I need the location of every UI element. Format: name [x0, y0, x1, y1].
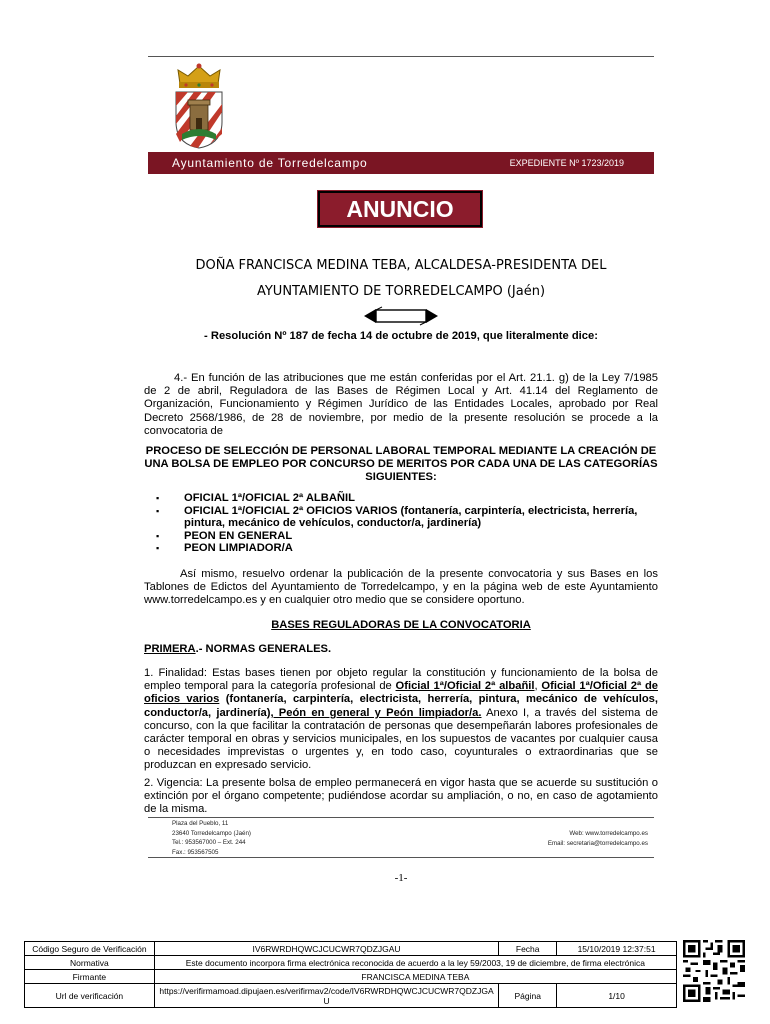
finalidad-text-3: Anexo I, a través del sistema de concurso, con la que facilitar la contratación de personas que desempeñarán labores profesionales de carácter temporal en obras y servicios municipales, en los supuestos de vacantes por cualquier causa o necesidades imprevistas o urgentes y, en todo caso, coyunturales o extraordinarias que se produzcan en expresado servicio. [144, 706, 658, 772]
footer-phone: Tel.: 953567000 – Ext. 244 [172, 839, 246, 846]
footer-address-block [172, 819, 422, 857]
footer-address: Plaza del Pueblo, 11 [172, 820, 229, 827]
primera-rest: .- NORMAS GENERALES. [195, 643, 332, 655]
expediente-number: EXPEDIENTE Nº 1723/2019 [509, 158, 624, 168]
municipality-name: Ayuntamiento de Torredelcampo [172, 156, 368, 170]
footer-postal: 23640 Torredelcampo (Jaén) [172, 829, 251, 837]
signature-table [24, 941, 677, 1008]
footer-rule-bottom [148, 857, 654, 858]
primera-label: PRIMERA [144, 643, 196, 655]
finalidad-bold-4: , Peón en general y Peón limpiador/a. [270, 706, 482, 719]
coat-of-arms-icon [168, 62, 230, 150]
scroll-ornament-icon [362, 305, 440, 327]
title-line-2: AYUNTAMIENTO DE TORREDELCAMPO (Jaén) [256, 284, 546, 299]
normativa-value: Este documento incorpora firma electrónica reconocida de acuerdo a la ley 59/2003, 19 de diciembre, de firma electrónica [154, 956, 676, 970]
csv-value: IV6RWRDHQWCJCUCWR7QDZJGAU [154, 942, 498, 956]
footer-email: Email: secretaria@torredelcampo.es [547, 839, 648, 847]
csv-label: Código Seguro de Verificación [25, 942, 155, 956]
finalidad-bold-2: Oficial 1ª/Oficial 2ª de oficios varios [144, 680, 658, 706]
finalidad-bold-1: Oficial 1ª/Oficial 2ª albañil [395, 680, 535, 693]
primera-heading [144, 643, 658, 656]
fecha-label: Fecha [499, 942, 557, 956]
header-bar [148, 152, 654, 174]
firmante-value: FRANCISCA MEDINA TEBA [154, 970, 676, 984]
page-number: -1- [394, 872, 408, 884]
paragraph-publication: Así mismo, resuelvo ordenar la publicación de la presente convocatoria y sus Bases en los Tablones de Edictos del Ayuntamiento de Torredelcampo, y en la página web de este Ayuntamiento www.torredelcampo.es y en cualquier otro medio que se considere oportuno. [144, 568, 658, 607]
selection-process-heading: PROCESO DE SELECCIÓN DE PERSONAL LABORAL TEMPORAL MEDIANTE LA CREACIÓN DE UNA BOLSA DE EMPLEO POR CONCURSO DE MERITOS POR CADA UNA DE LAS CATEGORÍAS SIGUIENTES: [144, 445, 658, 483]
category-list [144, 492, 658, 555]
list-item: ▪ OFICIAL 1ª/OFICIAL 2ª OFICIOS VARIOS (fontanería, carpintería, electricista, herrería, pintura, mecánico de vehículos, conductor/a, jardinería) [184, 505, 658, 530]
footer-contact-block [420, 829, 648, 848]
qr-code-icon[interactable] [683, 940, 745, 1002]
fecha-value: 15/10/2019 12:37:51 [557, 942, 677, 956]
list-item: ▪ PEON EN GENERAL [184, 530, 658, 543]
finalidad-text-1: 1. Finalidad: Estas bases tienen por objeto regular la constitución y funcionamiento de la bolsa de empleo temporal para la categoría profesional de [144, 667, 658, 693]
footer-fax: Fax.: 953567505 [172, 848, 219, 856]
finalidad-bold-3: (fontanería, carpintería, electricista, herrería, pintura, mecánico de vehículos, conductor/a, jardinería) [144, 693, 659, 719]
url-label: Url de verificación [25, 984, 155, 1008]
normativa-label: Normativa [25, 956, 155, 970]
footer-web: Web: www.torredelcampo.es [569, 830, 648, 837]
bases-title: BASES REGULADORAS DE LA CONVOCATORIA [271, 619, 531, 631]
paragraph-attributions: 4.- En función de las atribuciones que me están conferidas por el Art. 21.1. g) de la Ley 7/1985 de 2 de abril, Reguladora de las Bases de Régimen Local y Art. 41.14 del Reglamento de Organización, Funcionamiento y Régimen Jurídico de las Entidades Locales, aprobado por Real Decreto 2568/1986, de 28 de noviembre, por medio de la presente resolución se procede a la convocatoria de [144, 372, 658, 437]
paragraph-vigencia: 2. Vigencia: La presente bolsa de empleo permanecerá en vigor hasta que se acuerde su sustitución o extinción por el órgano competente; pudiéndose acordar su ampliación, o no, en caso de agotamiento de la misma. [144, 777, 658, 816]
pagina-value: 1/10 [557, 984, 677, 1008]
url-value[interactable]: https://verifirmamoad.dipujaen.es/verifirmav2/code/IV6RWRDHQWCJCUCWR7QDZJGAU [154, 984, 498, 1008]
title-line-1: DOÑA FRANCISCA MEDINA TEBA, ALCALDESA-PRESIDENTA DEL [195, 258, 607, 273]
pagina-label: Página [499, 984, 557, 1008]
list-item: ▪ OFICIAL 1ª/OFICIAL 2ª ALBAÑIL [184, 492, 658, 505]
top-rule [148, 56, 654, 57]
paragraph-finalidad [144, 667, 658, 773]
list-item: ▪ PEON LIMPIADOR/A [184, 542, 658, 555]
footer-rule-top [148, 817, 654, 818]
anuncio-title: ANUNCIO [318, 191, 482, 227]
resolution-line: - Resolución Nº 187 de fecha 14 de octubre de 2019, que literalmente dice: [204, 330, 598, 342]
finalidad-text-2: , [534, 680, 542, 693]
firmante-label: Firmante [25, 970, 155, 984]
